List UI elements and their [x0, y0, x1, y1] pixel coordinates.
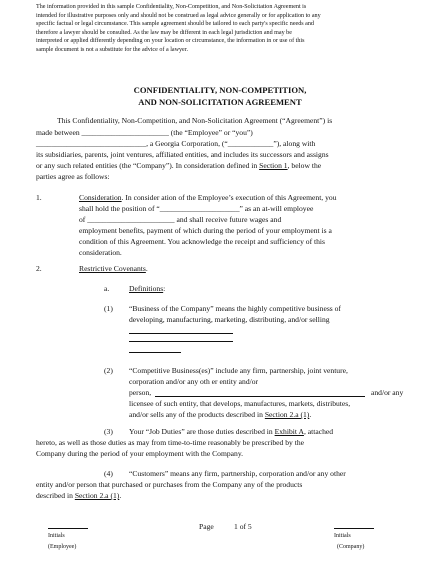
page-label: Page	[199, 522, 214, 531]
definition-line: entity and/or person that purchased or purchases from the Company any of the products	[36, 480, 303, 489]
definition-line	[129, 427, 333, 438]
document-title-line-2: AND NON-SOLICITATION AGREEMENT	[138, 97, 302, 107]
section-2a1-link[interactable]: Section 2.a (1)	[264, 410, 310, 419]
subsection-letter: a.	[104, 284, 110, 293]
subsection-text: :	[163, 284, 166, 293]
definition-line	[36, 491, 121, 502]
initials-line-employee[interactable]	[48, 528, 88, 529]
disclaimer-line: The information provided in this sample Confidentiality, Non-Competition, and Non-Solicitation Agreement is	[36, 4, 307, 10]
intro-text: or any such related entities (the “Company”). In consideration defined in	[36, 161, 258, 170]
initials-label-company: Initials	[334, 533, 351, 539]
party-label-employee: (Employee)	[48, 544, 77, 550]
exhibit-a-link[interactable]: Exhibit A	[274, 427, 304, 436]
disclaimer-line: therefore a lawyer should be consulted. As the law may be different in each legal jurisdiction and may be	[36, 29, 292, 36]
section-text: . In consider ation of the Employee’s execution of this Agreement, you	[121, 193, 337, 202]
definition-line: developing, manufacturing, marketing, distributing, and/or selling	[129, 315, 330, 324]
section-1-line	[79, 193, 337, 204]
section-1-line: of _______________________ and shall receive future wages and	[79, 215, 282, 224]
disclaimer-line: sample document is not a substitute for the advice of a lawyer.	[36, 46, 188, 53]
definitions-heading-line	[129, 284, 165, 295]
disclaimer-line: interpreted or applied differently depending on your location or circumstance, the information in or use of this	[36, 38, 305, 44]
disclaimer-line: intended for illustrative purposes only and should not be construed as legal advice generally or for application to any	[36, 12, 321, 19]
intro-line: made between _______________________ (the “Employee” or “you”)	[36, 128, 253, 137]
definition-line: person,	[129, 388, 152, 397]
definition-line: Company during the period of your employment with the Company.	[36, 449, 244, 458]
section-text: .	[145, 264, 148, 273]
definition-line: “Business of the Company” means the highly competitive business of	[129, 304, 341, 313]
section-2-heading-line	[79, 264, 148, 275]
definition-number: (1)	[104, 304, 113, 313]
blank-line	[129, 333, 233, 334]
definition-line: hereto, as well as those duties as may from time-to-time reasonably be prescribed by the	[36, 438, 305, 447]
blank-line	[129, 341, 233, 342]
page-number: 1 of 5	[234, 522, 252, 531]
initials-line-company[interactable]	[334, 528, 374, 529]
definition-text: Your “Job Duties” are those duties described in	[129, 427, 273, 436]
definition-number: (3)	[104, 427, 113, 436]
definition-text: described in	[36, 491, 73, 500]
intro-line: _____________________________, a Georgia Corporation, (“____________”), along with	[36, 139, 316, 148]
intro-text: , below the	[287, 161, 322, 170]
definition-number: (2)	[104, 366, 113, 375]
section-1-line: condition of this Agreement. You acknowledge the receipt and sufficiency of this	[79, 237, 325, 246]
party-label-company: (Company)	[337, 544, 365, 550]
definition-line	[129, 410, 311, 421]
section-number: 1.	[36, 193, 42, 202]
intro-line: parties agree as follows:	[36, 172, 110, 181]
section-heading: Consideration	[79, 193, 122, 202]
section-1-line: employment benefits, payment of which during the period of your employment is a	[79, 226, 332, 235]
definition-text: and/or sells any of the products described in	[129, 410, 263, 419]
definition-text: , attached	[303, 427, 334, 436]
intro-line: its subsidiaries, parents, joint ventures, affiliated entities, and includes its successors and assigns	[36, 150, 329, 159]
blank-line	[129, 352, 181, 353]
disclaimer-line: specific factual or legal circumstance. This sample agreement should be tailored to each party's specific needs and	[36, 21, 314, 27]
document-title-line-1: CONFIDENTIALITY, NON-COMPETITION,	[133, 85, 307, 95]
definition-line: corporation and/or any oth er entity and/or	[129, 377, 259, 386]
section-1-link[interactable]: Section 1	[259, 161, 288, 170]
subsection-heading: Definitions	[129, 284, 164, 293]
definition-line: “Competitive Business(es)” include any firm, partnership, joint venture,	[129, 366, 348, 375]
section-heading: Restrictive Covenants	[79, 264, 146, 273]
definition-line: licensee of such entity, that develops, manufactures, markets, distributes,	[129, 399, 351, 408]
blank-line	[155, 396, 365, 397]
initials-label-employee: Initials	[48, 533, 65, 539]
intro-line: This Confidentiality, Non-Competition, and Non-Solicitation Agreement (“Agreement”) is	[57, 116, 333, 125]
section-2a1-link[interactable]: Section 2.a (1)	[74, 491, 120, 500]
section-1-line: shall hold the position of “_____________________” as an at-will employee	[79, 204, 314, 213]
definition-text: .	[309, 410, 312, 419]
definition-line: and/or any	[371, 388, 404, 397]
definition-number: (4)	[104, 469, 113, 478]
intro-line	[36, 161, 321, 172]
definition-text: .	[119, 491, 122, 500]
section-1-line: consideration.	[79, 248, 122, 257]
section-number: 2.	[36, 264, 42, 273]
definition-line: “Customers” means any firm, partnership, corporation and/or any other	[129, 469, 346, 478]
